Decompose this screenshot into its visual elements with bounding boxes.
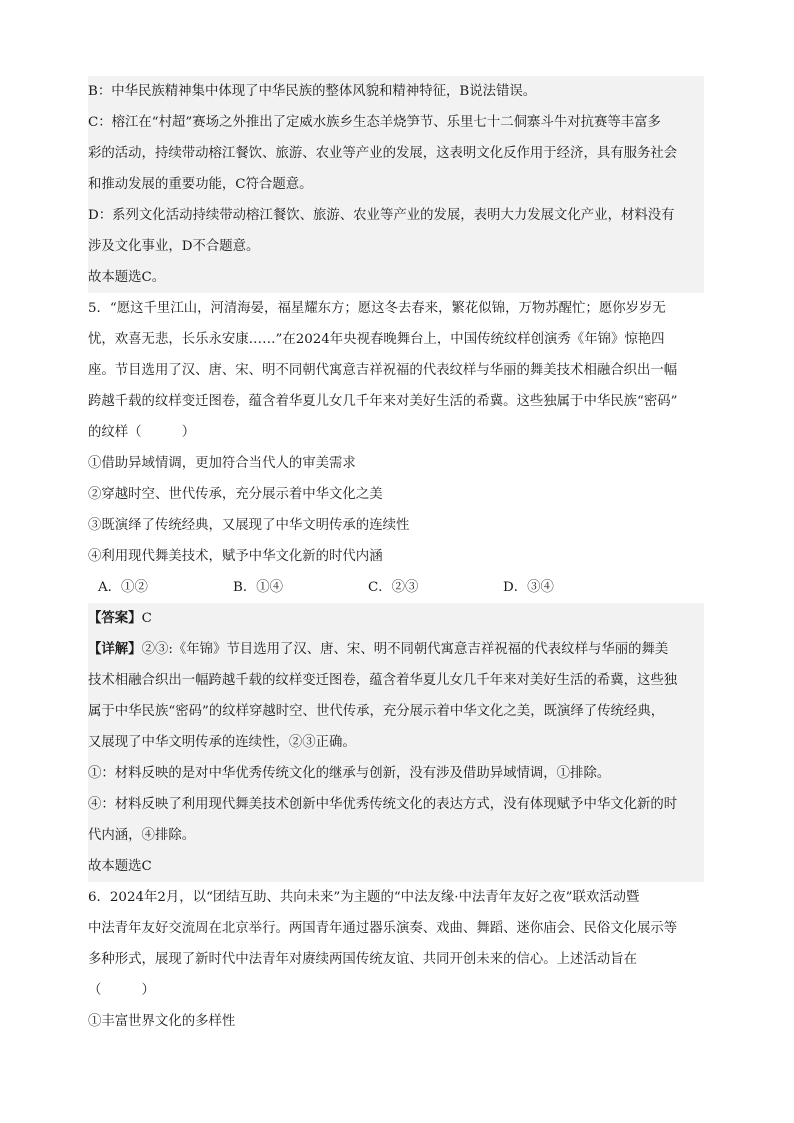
q5-stem-line: 跨越千载的纹样变迁图卷，蕴含着华夏儿女几千年来对美好生活的希冀。这些独属于中华民族“密码” <box>88 394 678 409</box>
question-6 <box>88 882 704 1037</box>
q5-statement-4: ④利用现代舞美技术，赋予中华文化新的时代内涵 <box>88 549 383 564</box>
q5-option-c: C．②③ <box>368 580 419 595</box>
q5-stem-line: 座。节目选用了汉、唐、宋、明不同朝代寓意吉祥祝福的代表纹样与华丽的舞美技术相融合织出一幅 <box>88 363 678 378</box>
prev-line-b: B：中华民族精神集中体现了中华民族的整体风貌和精神特征，B说法错误。 <box>88 84 537 99</box>
q5-options <box>88 572 704 603</box>
detail-label: 【详解】 <box>88 641 142 657</box>
prev-line-c1: C：榕江在“村超”赛场之外推出了定威水族乡生态羊烧笋节、乐里七十二侗寨斗牛对抗赛等丰富多 <box>88 115 661 130</box>
q5-detail-line: 代内涵，④排除。 <box>88 828 196 843</box>
q5-statement-2: ②穿越时空、世代传承，充分展示着中华文化之美 <box>88 487 383 502</box>
q5-statement-1: ①借助异域情调，更加符合当代人的审美需求 <box>88 456 356 471</box>
q5-conclusion: 故本题选C <box>88 859 152 874</box>
q5-detail-line: ①：材料反映的是对中华优秀传统文化的继承与创新，没有涉及借助异域情调，①排除。 <box>88 766 611 781</box>
answer-label: 【答案】 <box>88 610 142 626</box>
answer-value: C <box>141 611 152 626</box>
prev-explanation-block <box>88 76 704 293</box>
q5-statement-3: ③既演绎了传统经典，又展现了中华文明传承的连续性 <box>88 518 410 533</box>
q5-detail-first <box>88 634 704 665</box>
q5-option-b: B．①④ <box>233 580 284 595</box>
q5-detail-line: 技术相融合织出一幅跨越千载的纹样变迁图卷，蕴含着华夏儿女几千年来对美好生活的希冀，这些独 <box>88 673 678 688</box>
q6-stem-line: 中法青年友好交流周在北京举行。两国青年通过器乐演奏、戏曲、舞蹈、迷你庙会、民俗文化展示等 <box>88 921 678 936</box>
q5-answer-block <box>88 603 704 882</box>
q5-stem-line: 的纹样（ ） <box>88 425 196 440</box>
prev-line-d1: D：系列文化活动持续带动榕江餐饮、旅游、农业等产业的发展，表明大力发展文化产业，材料没有 <box>88 208 675 223</box>
prev-line-d2: 涉及文化事业，D不合题意。 <box>88 239 260 254</box>
q5-answer <box>88 603 704 634</box>
q5-stem-line: 5．“愿这千里江山，河清海晏，福星耀东方；愿这冬去春来，繁花似锦，万物苏醒忙；愿你岁岁无 <box>88 301 666 316</box>
q5-option-d: D．③④ <box>503 580 554 595</box>
q5-detail-line: 又展现了中华文明传承的连续性，②③正确。 <box>88 735 356 750</box>
document-page <box>88 76 704 1037</box>
q6-statement-1: ①丰富世界文化的多样性 <box>88 1014 236 1029</box>
prev-conclusion: 故本题选C。 <box>88 270 166 285</box>
prev-line-c2: 彩的活动，持续带动榕江餐饮、旅游、农业等产业的发展，这表明文化反作用于经济，具有服务社会 <box>88 146 678 161</box>
q6-stem-line: （ ） <box>88 983 155 998</box>
q5-option-a: A．①② <box>98 580 148 595</box>
q5-stem-line: 忧，欢喜无悲，长乐永安康……”在2024年央视春晚舞台上，中国传统纹样创演秀《年锦》惊艳四 <box>88 332 665 347</box>
q5-detail-line: ④：材料反映了利用现代舞美技术创新中华优秀传统文化的表达方式，没有体现赋予中华文化新的时 <box>88 797 678 812</box>
detail-text: ②③:《年锦》节目选用了汉、唐、宋、明不同朝代寓意吉祥祝福的代表纹样与华丽的舞美 <box>141 642 669 657</box>
q5-detail-line: 属于中华民族“密码”的纹样穿越时空、世代传承，充分展示着中华文化之美，既演绎了传统经典， <box>88 704 665 719</box>
question-5 <box>88 293 704 603</box>
q6-stem-line: 多种形式，展现了新时代中法青年对赓续两国传统友谊、共同开创未来的信心。上述活动旨在 <box>88 952 638 967</box>
prev-line-c3: 和推动发展的重要功能，C符合题意。 <box>88 177 313 192</box>
q6-stem-line: 6．2024年2月，以“团结互助、共向未来”为主题的“中法友缘·中法青年友好之夜”联欢活动暨 <box>88 890 640 905</box>
